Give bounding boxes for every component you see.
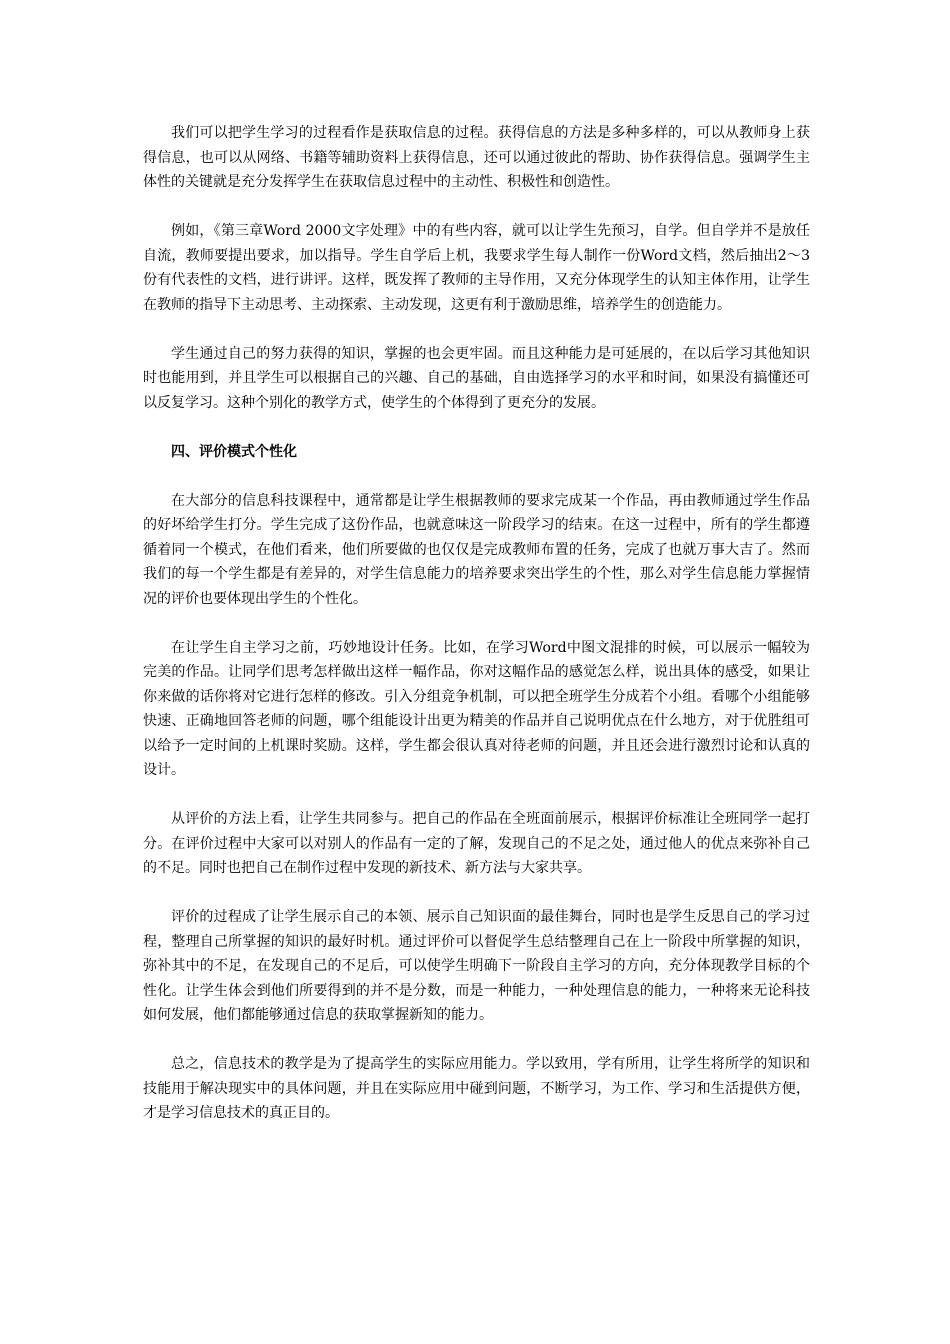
- paragraph-conclusion: 总之，信息技术的教学是为了提高学生的实际应用能力。学以致用，学有所用，让学生将所学的知识和技能用于解决现实中的具体问题，并且在实际应用中碰到问题，不断学习，为工作、学习和生活提供方便，才是学习信息技术的真正目的。: [143, 1056, 810, 1121]
- paragraph-learning-process: 我们可以把学生学习的过程看作是获取信息的过程。获得信息的方法是多种多样的，可以从教师身上获得信息，也可以从网络、书籍等辅助资料上获得信息，还可以通过彼此的帮助、协作获得信息。强调学生主体性的关键就是充分发挥学生在获取信息过程中的主动性、积极性和创造性。: [143, 125, 810, 190]
- paragraph-task-design: 在让学生自主学习之前，巧妙地设计任务。比如，在学习Word中图文混排的时候，可以展示一幅较为完美的作品。让同学们思考怎样做出这样一幅作品，你对这幅作品的感觉怎么样，说出具体的感受，如果让你来做的话你将对它进行怎样的修改。引入分组竞争机制，可以把全班学生分成若个小组。看哪个小组能够快速、正确地回答老师的问题，哪个组能设计出更为精美的作品并自己说明优点在什么地方，对于优胜组可以给予一定时间的上机课时奖励。这样，学生都会很认真对待老师的问题，并且还会进行激烈讨论和认真的设计。: [143, 639, 810, 778]
- document-body: [143, 121, 810, 1150]
- paragraph-self-knowledge: 学生通过自己的努力获得的知识，掌握的也会更牢固。而且这种能力是可延展的，在以后学习其他知识时也能用到，并且学生可以根据自己的兴趣、自己的基础，自由选择学习的水平和时间，如果没有搞懂还可以反复学习。这种个别化的教学方式，使学生的个体得到了更充分的发展。: [143, 345, 810, 411]
- section-heading: 四、评价模式个性化: [171, 443, 297, 460]
- paragraph-evaluation-stage: 评价的过程成了让学生展示自己的本领、展示自己知识面的最佳舞台，同时也是学生反思自己的学习过程，整理自己所掌握的知识的最好时机。通过评价可以督促学生总结整理自己在上一阶段中所掌握的知识，弥补其中的不足，在发现自己的不足后，可以使学生明确下一阶段自主学习的方向，充分体现教学目标的个性化。让学生体会到他们所要得到的并不是分数，而是一种能力，一种处理信息的能力，一种将来无论科技如何发展，他们都能够通过信息的获取掌握新知的能力。: [143, 909, 810, 1023]
- paragraph-evaluation-method: 从评价的方法上看，让学生共同参与。把自己的作品在全班面前展示，根据评价标准让全班同学一起打分。在评价过程中大家可以对别人的作品有一定的了解，发现自己的不足之处，通过他人的优点来弥补自己的不足。同时也把自己在制作过程中发现的新技术、新方法与大家共享。: [143, 811, 810, 876]
- paragraph-word-example: 例如，《第三章Word 2000文字处理》中的有些内容，就可以让学生先预习，自学。但自学并不是放任自流，教师要提出要求，加以指导。学生自学后上机，我要求学生每人制作一份Word文档，然后抽出2～3份有代表性的文档，进行讲评。这样，既发挥了教师的主导作用，又充分体现学生的认知主体作用，让学生在教师的指导下主动思考、主动探索、主动发现，这更有利于激励思维，培养学生的创造能力。: [143, 223, 810, 313]
- paragraph-evaluation-intro: 在大部分的信息科技课程中，通常都是让学生根据教师的要求完成某一个作品，再由教师通过学生作品的好坏给学生打分。学生完成了这份作品，也就意味这一阶段学习的结束。在这一过程中，所有的学生都遵循着同一个模式，在他们看来，他们所要做的也仅仅是完成教师布置的任务，完成了也就万事大吉了。然而我们的每一个学生都是有差异的，对学生信息能力的培养要求突出学生的个性，那么对学生信息能力掌握情况的评价也要体现出学生的个性化。: [143, 492, 810, 607]
